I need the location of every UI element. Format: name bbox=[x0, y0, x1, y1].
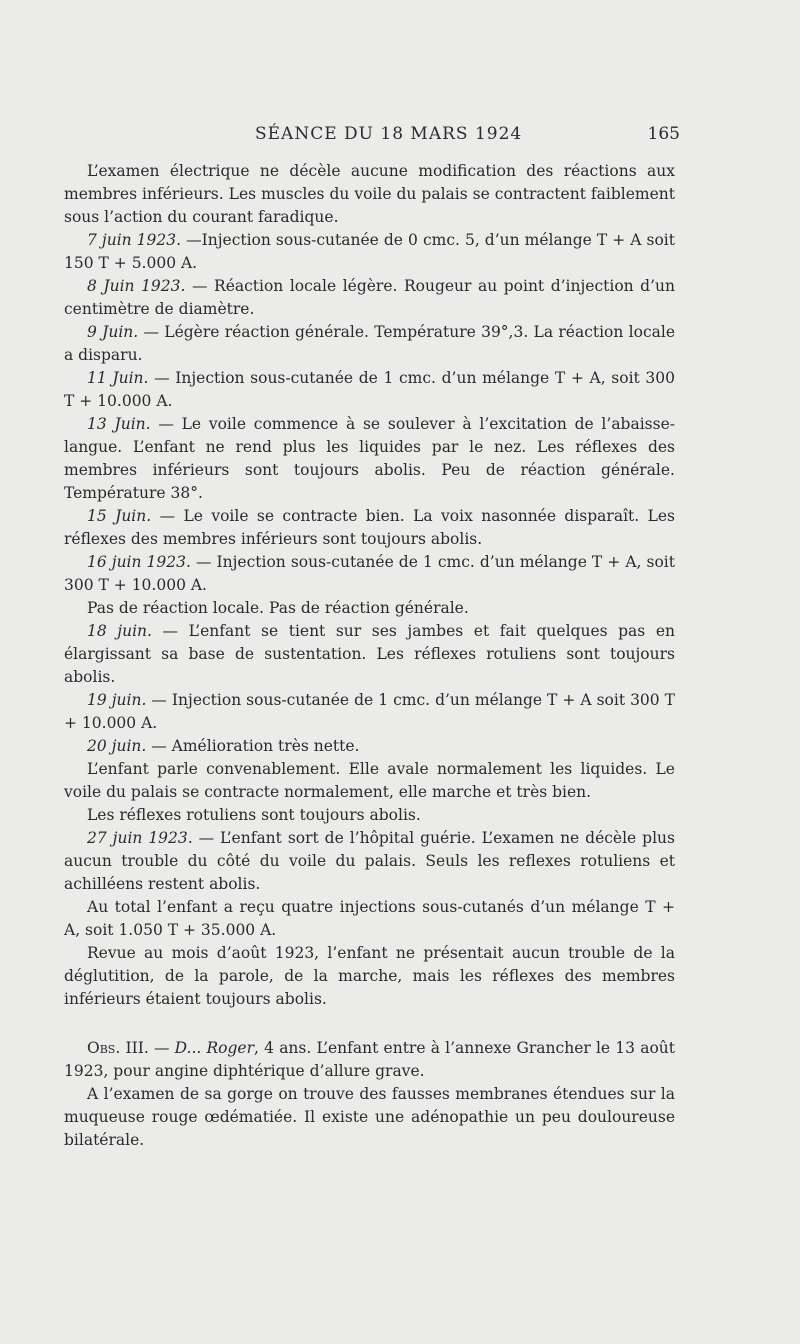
entry-text: — L’enfant se tient sur ses jambes et fait quelques pas en élargissant sa base de sustentation. Les réflexes rotuliens sont toujours abolis. bbox=[64, 622, 675, 686]
entry-text: — L’enfant sort de l’hôpital guérie. L’examen ne décèle plus aucun trouble du côté du voile du palais. Seuls les reflexes rotuliens et achilléens restent abolis. bbox=[64, 829, 675, 893]
final-paragraph bbox=[64, 1083, 675, 1152]
paragraph-text: Revue au mois d’août 1923, l’enfant ne présentait aucun trouble de la déglutition, de la parole, de la marche, mais les réflexes des membres inférieurs étaient toujours abolis. bbox=[64, 944, 675, 1008]
paragraph-speech bbox=[64, 758, 675, 804]
paragraph-text: Les réflexes rotuliens sont toujours abolis. bbox=[87, 806, 421, 824]
entry-date: 19 juin. bbox=[87, 691, 147, 709]
paragraph-text: Au total l’enfant a reçu quatre injections sous-cutanés d’un mélange T + A, soit 1.050 T + 35.000 A. bbox=[64, 898, 675, 939]
observation-text: , 4 ans. L’enfant entre à l’annexe Grancher le 13 août 1923, pour angine diphtérique d’allure grave. bbox=[64, 1039, 676, 1080]
entry-text: — Injection sous-cutanée de 1 cmc. d’un mélange T + A soit 300 T + 10.000 A. bbox=[64, 691, 675, 732]
entry-date: 20 juin. bbox=[87, 737, 147, 755]
paragraph-june-8 bbox=[64, 275, 675, 321]
entry-text: — Légère réaction générale. Température 39°,3. La réaction locale a disparu. bbox=[64, 323, 676, 364]
paragraph-text: L’examen électrique ne décèle aucune modification des réactions aux membres inférieurs. Les muscles du voile du palais se contractent faiblement sous l’action du courant faradique. bbox=[64, 162, 675, 226]
paragraph-june-15 bbox=[64, 505, 675, 551]
observation-paragraph bbox=[64, 1037, 675, 1083]
paragraph-august-review bbox=[64, 942, 675, 1011]
entry-date: 16 juin 1923. bbox=[87, 553, 191, 571]
entry-text: — Injection sous-cutanée de 1 cmc. d’un mélange T + A, soit 300 T + 10.000 A. bbox=[64, 553, 675, 594]
paragraph-exam bbox=[64, 160, 675, 229]
observation-label: Obs. III. bbox=[87, 1039, 149, 1057]
entry-text: — Amélioration très nette. bbox=[146, 737, 360, 755]
entry-text: — Le voile commence à se soulever à l’excitation de l’abaisse-langue. L’enfant ne rend plus les liquides par le nez. Les réflexes des membres inférieurs sont toujours abolis. Peu de réaction générale. Température 38°. bbox=[64, 415, 675, 502]
entry-date: 27 juin 1923. bbox=[87, 829, 193, 847]
observation-dash: — bbox=[148, 1039, 175, 1057]
body-text bbox=[64, 160, 675, 1152]
entry-date: 11 Juin. bbox=[87, 369, 149, 387]
entry-date: 13 Juin. bbox=[87, 415, 151, 433]
entry-date: 7 juin 1923. bbox=[87, 231, 182, 249]
paragraph-text: Pas de réaction locale. Pas de réaction générale. bbox=[87, 599, 469, 617]
entry-text: — Réaction locale légère. Rougeur au point d’injection d’un centimètre de diamètre. bbox=[64, 277, 675, 318]
paragraph-june-11 bbox=[64, 367, 675, 413]
paragraph-total bbox=[64, 896, 675, 942]
entry-date: 15 Juin. bbox=[87, 507, 152, 525]
page-header bbox=[90, 121, 680, 149]
paragraph-june-18 bbox=[64, 620, 675, 689]
page-number: 165 bbox=[647, 124, 680, 144]
paragraph-no-reaction bbox=[64, 597, 675, 620]
paragraph-june-20 bbox=[64, 735, 675, 758]
paragraph-text: L’enfant parle convenablement. Elle avale normalement les liquides. Le voile du palais se contracte normalement, elle marche et très bien. bbox=[64, 760, 675, 801]
entry-date: 8 Juin 1923. bbox=[87, 277, 186, 295]
entry-date: 18 juin. bbox=[87, 622, 152, 640]
paragraph-june-13 bbox=[64, 413, 675, 505]
paragraph-reflexes bbox=[64, 804, 675, 827]
paragraph-june-16 bbox=[64, 551, 675, 597]
entry-text: — Le voile se contracte bien. La voix nasonnée disparaît. Les réflexes des membres inférieurs sont toujours abolis. bbox=[64, 507, 675, 548]
entry-text: — Injection sous-cutanée de 1 cmc. d’un mélange T + A, soit 300 T + 10.000 A. bbox=[64, 369, 675, 410]
paragraph-text: A l’examen de sa gorge on trouve des fausses membranes étendues sur la muqueuse rouge œdématiée. Il existe une adénopathie un peu douloureuse bilatérale. bbox=[64, 1085, 675, 1149]
entry-text: —Injection sous-cutanée de 0 cmc. 5, d’un mélange T + A soit 150 T + 5.000 A. bbox=[64, 231, 675, 272]
paragraph-june-19 bbox=[64, 689, 675, 735]
paragraph-june-27 bbox=[64, 827, 675, 896]
paragraph-june-7 bbox=[64, 229, 675, 275]
patient-name: D... Roger bbox=[174, 1039, 255, 1057]
paragraph-june-9 bbox=[64, 321, 675, 367]
entry-date: 9 Juin. bbox=[87, 323, 139, 341]
running-title: SÉANCE DU 18 MARS 1924 bbox=[255, 124, 523, 144]
